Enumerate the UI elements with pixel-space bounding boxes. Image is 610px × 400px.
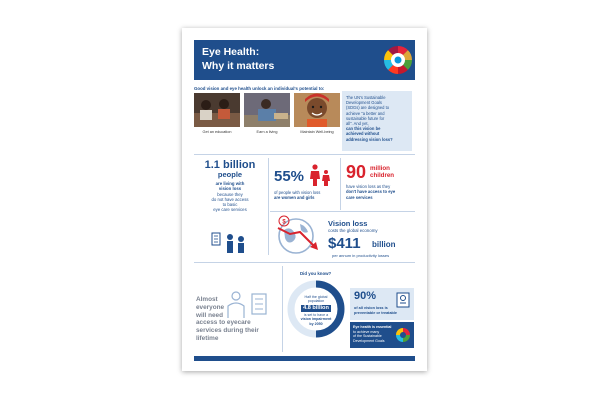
stat-children-value: 90: [346, 162, 367, 182]
infographic-page: [182, 28, 427, 371]
sdg-question: achieved without: [346, 131, 380, 137]
caption-well-being: Maintain Well-being: [300, 130, 334, 134]
sdg-info-box: [342, 91, 412, 151]
desc-line: of people with vision loss: [274, 190, 321, 195]
access-line: services during their: [196, 327, 259, 335]
did-you-know-text: [292, 295, 340, 326]
stat-children-unit: [370, 165, 394, 179]
earn-living-photo: [244, 93, 290, 127]
note-line: Development Goals: [353, 338, 385, 343]
sdg-line: achieve "a better and: [346, 110, 385, 116]
note-line: to achieve many: [353, 329, 380, 334]
access-line: will need: [196, 311, 223, 319]
women-girls-icon: [308, 164, 332, 186]
page-title-line1: Eye Health:: [202, 46, 260, 58]
economy-value: $411: [328, 235, 361, 252]
note-line: Eye health is essential: [353, 325, 392, 329]
note-line: of the Sustainable: [353, 334, 382, 339]
stat-billion-value: 1.1 billion: [204, 159, 256, 171]
eye-exam-icon: [210, 231, 250, 255]
economy-foot: per annum in productivity losses: [332, 253, 390, 258]
desc-line: of all vision loss is: [354, 306, 388, 310]
sdg-wheel-small-icon: [395, 327, 411, 343]
stat-percent-value: 55%: [274, 168, 305, 185]
did-you-know-label: Did you know?: [300, 271, 332, 276]
sdg-note-box: [350, 322, 414, 348]
intro-text: Good vision and eye health unlock an individual's potential to:: [194, 86, 325, 91]
desc-line: have vision loss as they: [346, 184, 391, 189]
caption-earn-living: Earn a living: [256, 130, 278, 134]
divider: [194, 262, 415, 263]
desc-line: vision loss: [218, 186, 242, 192]
desc-line: do not have access: [211, 196, 249, 202]
desc-line: preventable or treatable: [354, 310, 398, 315]
desc-line: are living with: [215, 181, 245, 186]
sdg-wheel-icon: [382, 44, 414, 76]
economy-value-unit: billion: [372, 240, 396, 249]
unit-line: children: [370, 172, 395, 179]
dyk-line: by 2050: [309, 321, 323, 326]
divider: [270, 211, 415, 212]
access-line: everyone: [196, 303, 225, 311]
dyk-line: vision impairment: [300, 317, 332, 322]
sdg-question: addressing vision loss?: [346, 136, 393, 142]
unit-line: million: [370, 165, 390, 172]
stat-billion-unit: people: [217, 170, 243, 179]
well-being-photo: [294, 93, 340, 127]
sdg-line: all". And yet,: [346, 121, 369, 127]
desc-line: don't have access to eye: [346, 189, 396, 195]
sdg-line: sustainable future for: [346, 115, 385, 121]
sdg-note-text: [353, 325, 393, 343]
dyk-line: Half the global: [304, 295, 328, 299]
desc-line: care services: [346, 194, 373, 200]
dyk-line: is set to have a: [303, 312, 329, 317]
svg-text:$: $: [282, 219, 286, 226]
page-title-line2: Why it matters: [202, 60, 275, 72]
economy-heading: Vision loss: [328, 219, 368, 228]
access-line: Almost: [196, 296, 218, 303]
desc-line: eye care services: [213, 207, 247, 213]
caption-education: Get an education: [202, 130, 232, 134]
header-banner: [194, 40, 415, 80]
access-line: access to eyecare: [196, 319, 251, 327]
education-photo: [194, 93, 240, 127]
footer-bar: [194, 356, 415, 361]
sdg-question: can this vision be: [346, 126, 381, 132]
stat-preventable-desc: [354, 306, 397, 316]
dyk-line: population: [307, 299, 325, 304]
sdg-line: Development Goals: [346, 100, 382, 106]
preventable-box: [350, 288, 414, 320]
divider-vertical: [268, 158, 269, 255]
divider-vertical: [282, 266, 283, 352]
stat-preventable-value: 90%: [354, 290, 377, 302]
sdg-line: (SDGs) are designed to: [346, 105, 390, 111]
economy-sub: costs the global economy: [328, 228, 378, 233]
sdg-line: The UN's Sustainable: [346, 95, 386, 100]
access-line: lifetime: [196, 334, 219, 342]
desc-line: to basic: [222, 202, 238, 208]
divider: [194, 154, 415, 155]
stat-billion-block: [194, 159, 266, 213]
eye-chart-icon: [396, 292, 410, 308]
desc-line: because they: [217, 191, 243, 197]
dyk-value-badge: 4.8 billion: [303, 304, 329, 311]
divider-vertical: [340, 158, 341, 210]
doctor-patient-icon: [222, 290, 274, 320]
sdg-info-text: [346, 95, 410, 142]
desc-line: are women and girls: [274, 195, 315, 201]
globe-decline-icon: [274, 214, 324, 256]
stat-billion-desc: [194, 181, 266, 213]
stat-percent-desc: [274, 190, 344, 201]
stat-children-desc: [346, 184, 418, 200]
